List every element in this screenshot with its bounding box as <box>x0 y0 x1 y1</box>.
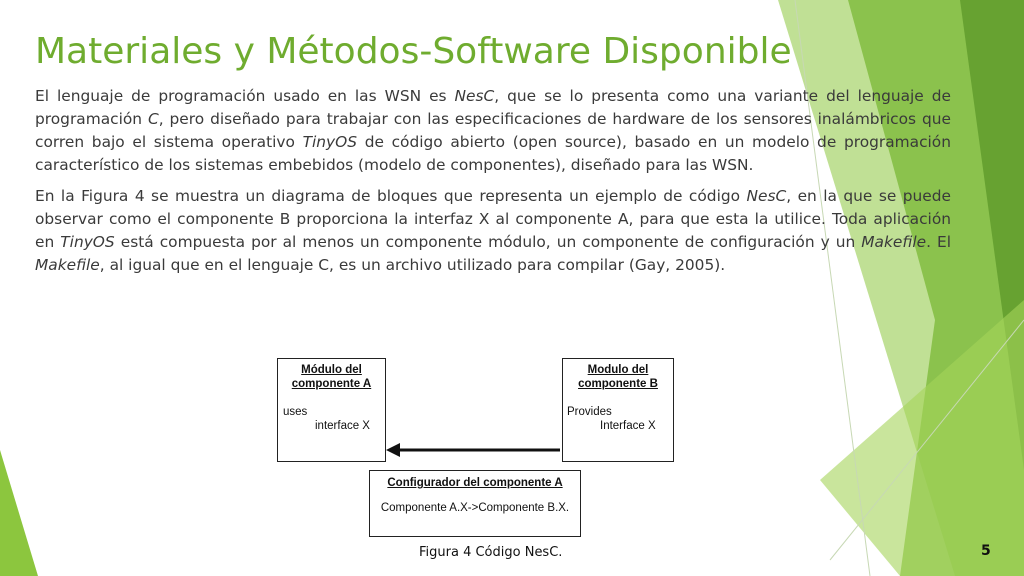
page-number: 5 <box>981 543 991 559</box>
module-a-interface: interface X <box>315 420 370 432</box>
p1-text-3: , pero diseñado para trabajar con las especificaciones de hardware de los sensores inalámbricos que corren bajo el sistema operativo <box>35 110 951 151</box>
configurator-title: Configurador del componente A <box>387 477 563 489</box>
p1-text-1: El lenguaje de programación usado en las WSN es <box>35 87 455 105</box>
module-b-box <box>562 358 674 462</box>
p2-italic-nesc: NesC <box>746 187 787 205</box>
p1-italic-c: C <box>147 110 159 128</box>
p2-italic-makefile-1: Makefile <box>861 233 927 251</box>
paragraph-2 <box>35 185 951 277</box>
p2-italic-tinyos: TinyOS <box>60 233 115 251</box>
p2-text-1: En la Figura 4 se muestra un diagrama de bloques que representa un ejemplo de código <box>35 187 747 205</box>
configurator-box <box>369 470 581 537</box>
p2-italic-makefile-2: Makefile <box>35 256 100 274</box>
provides-arrow <box>386 441 560 459</box>
body-text <box>35 85 951 285</box>
paragraph-1 <box>35 85 951 177</box>
p1-text-4: de código abierto (open source), basado en un modelo de programación característico de los sistemas embebidos (modelo de componentes), diseñado para las WSN. <box>35 133 951 174</box>
module-b-provides: Provides <box>567 406 612 418</box>
module-b-title-line2: componente B <box>578 378 658 390</box>
module-b-interface: Interface X <box>600 420 656 432</box>
p1-italic-tinyos: TinyOS <box>302 133 358 151</box>
slide-title: Materiales y Métodos-Software Disponible <box>35 31 792 72</box>
p1-text-2: , que se lo presenta como una variante del lenguaje de programación <box>35 87 951 128</box>
left-corner-shape <box>0 450 38 576</box>
figure-caption: Figura 4 Código NesC. <box>419 545 563 560</box>
module-a-uses: uses <box>283 406 308 418</box>
module-a-box <box>277 358 386 462</box>
arrow-head <box>386 443 400 457</box>
p2-text-5: , al igual que en el lenguaje C, es un archivo utilizado para compilar (Gay, 2005). <box>99 256 726 274</box>
p2-text-2: , en la que se puede observar como el componente B proporciona la interfaz X al componente A, para que esta la utilice. Toda aplicación en <box>35 187 951 251</box>
configurator-wiring: Componente A.X->Componente B.X. <box>380 502 570 514</box>
p1-italic-nesc: NesC <box>454 87 495 105</box>
p2-text-3: está compuesta por al menos un componente módulo, un componente de configuración y un <box>114 233 862 251</box>
module-a-title-line1: Módulo del <box>301 364 362 376</box>
module-a-title-line2: componente A <box>291 378 372 390</box>
module-b-title-line1: Modulo del <box>587 364 649 376</box>
p2-text-4: . El <box>926 233 951 251</box>
